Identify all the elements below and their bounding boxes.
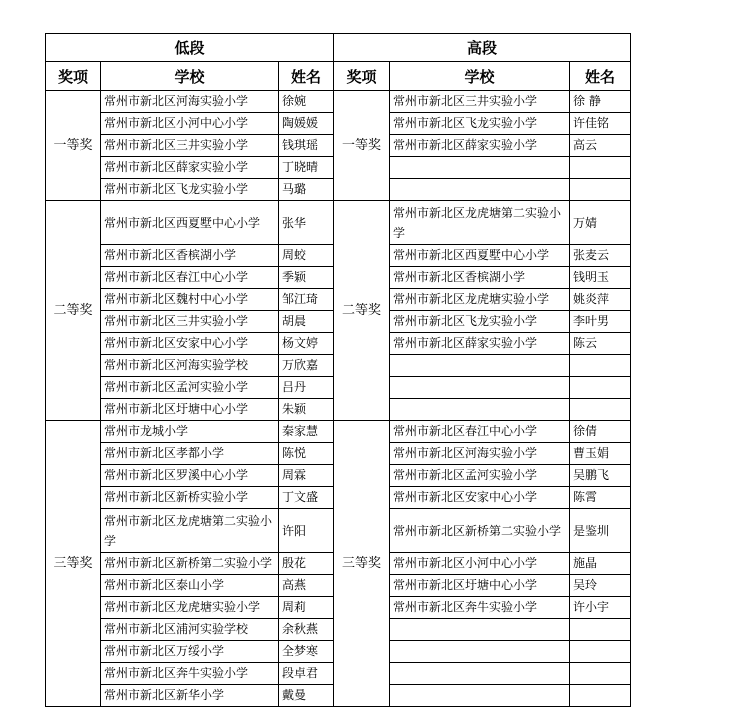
high-name-cell [570, 685, 631, 707]
high-first-award-label: 一等奖 [334, 91, 390, 201]
low-name-cell: 陶媛媛 [279, 113, 334, 135]
low-school-cell: 常州市新北区小河中心小学 [101, 113, 279, 135]
low-name-cell: 殷花 [279, 553, 334, 575]
low-name-cell: 马璐 [279, 179, 334, 201]
table-row [46, 201, 631, 245]
low-school-cell: 常州市新北区孟河实验小学 [101, 377, 279, 399]
low-school-cell: 常州市新北区龙虎塘第二实验小学 [101, 509, 279, 553]
low-school-cell: 常州市新北区圩塘中心小学 [101, 399, 279, 421]
low-name-cell: 万欣嘉 [279, 355, 334, 377]
low-name-cell: 杨文婷 [279, 333, 334, 355]
high-name-cell: 吴鹏飞 [570, 465, 631, 487]
low-school-cell: 常州市新北区新桥第二实验小学 [101, 553, 279, 575]
low-name-cell: 吕丹 [279, 377, 334, 399]
low-section-title: 低段 [46, 34, 334, 62]
low-name-cell: 周霖 [279, 465, 334, 487]
high-name-cell: 施晶 [570, 553, 631, 575]
high-name-cell: 陈霄 [570, 487, 631, 509]
high-name-cell: 陈云 [570, 333, 631, 355]
low-name-cell: 陈悦 [279, 443, 334, 465]
low-school-cell: 常州市新北区新华小学 [101, 685, 279, 707]
high-school-cell [390, 663, 570, 685]
high-name-cell: 张麦云 [570, 245, 631, 267]
low-name-cell: 邹江琦 [279, 289, 334, 311]
high-name-cell [570, 377, 631, 399]
low-school-cell: 常州市新北区飞龙实验小学 [101, 179, 279, 201]
high-school-cell: 常州市新北区孟河实验小学 [390, 465, 570, 487]
low-name-header: 姓名 [279, 62, 334, 91]
low-name-cell: 高燕 [279, 575, 334, 597]
low-name-cell: 余秋燕 [279, 619, 334, 641]
low-school-cell: 常州市新北区西夏墅中心小学 [101, 201, 279, 245]
high-name-cell [570, 399, 631, 421]
high-school-cell: 常州市新北区安家中心小学 [390, 487, 570, 509]
low-school-cell: 常州市新北区孝都小学 [101, 443, 279, 465]
high-name-cell: 徐 静 [570, 91, 631, 113]
low-school-cell: 常州市新北区三井实验小学 [101, 135, 279, 157]
high-name-cell: 万婧 [570, 201, 631, 245]
high-name-cell [570, 663, 631, 685]
low-name-cell: 周莉 [279, 597, 334, 619]
award-table [45, 33, 631, 707]
low-school-cell: 常州市新北区河海实验小学 [101, 91, 279, 113]
high-name-header: 姓名 [570, 62, 631, 91]
high-name-cell: 曹玉娟 [570, 443, 631, 465]
high-name-cell: 许佳铭 [570, 113, 631, 135]
high-section-title: 高段 [334, 34, 631, 62]
low-name-cell: 秦家慧 [279, 421, 334, 443]
high-name-cell: 徐倩 [570, 421, 631, 443]
high-school-cell: 常州市新北区龙虎塘实验小学 [390, 289, 570, 311]
low-third-award-label: 三等奖 [46, 421, 101, 707]
low-name-cell: 许阳 [279, 509, 334, 553]
high-name-cell: 是鉴圳 [570, 509, 631, 553]
high-school-cell: 常州市新北区三井实验小学 [390, 91, 570, 113]
low-school-cell: 常州市新北区新桥实验小学 [101, 487, 279, 509]
low-school-cell: 常州市新北区三井实验小学 [101, 311, 279, 333]
high-name-cell [570, 641, 631, 663]
high-name-cell: 吴玲 [570, 575, 631, 597]
high-school-cell [390, 377, 570, 399]
low-name-cell: 季颖 [279, 267, 334, 289]
high-school-cell: 常州市新北区龙虎塘第二实验小学 [390, 201, 570, 245]
high-school-header: 学校 [390, 62, 570, 91]
high-school-cell: 常州市新北区春江中心小学 [390, 421, 570, 443]
high-school-cell: 常州市新北区圩塘中心小学 [390, 575, 570, 597]
high-school-cell: 常州市新北区香槟湖小学 [390, 267, 570, 289]
low-school-cell: 常州市新北区魏村中心小学 [101, 289, 279, 311]
high-school-cell [390, 399, 570, 421]
low-name-cell: 周蛟 [279, 245, 334, 267]
high-name-cell: 姚炎萍 [570, 289, 631, 311]
low-school-cell: 常州市新北区香槟湖小学 [101, 245, 279, 267]
low-name-cell: 朱颖 [279, 399, 334, 421]
high-school-cell: 常州市新北区小河中心小学 [390, 553, 570, 575]
low-school-cell: 常州市新北区泰山小学 [101, 575, 279, 597]
high-name-cell [570, 179, 631, 201]
low-school-cell: 常州市新北区龙虎塘实验小学 [101, 597, 279, 619]
low-school-cell: 常州市新北区奔牛实验小学 [101, 663, 279, 685]
high-third-award-label: 三等奖 [334, 421, 390, 707]
low-school-cell: 常州市新北区万绥小学 [101, 641, 279, 663]
high-school-cell: 常州市新北区飞龙实验小学 [390, 311, 570, 333]
low-name-cell: 丁文盛 [279, 487, 334, 509]
section-header-row [46, 34, 631, 62]
low-second-award-label: 二等奖 [46, 201, 101, 421]
low-school-cell: 常州市新北区薛家实验小学 [101, 157, 279, 179]
high-school-cell [390, 157, 570, 179]
low-name-cell: 胡晨 [279, 311, 334, 333]
high-second-award-label: 二等奖 [334, 201, 390, 421]
low-school-cell: 常州市龙城小学 [101, 421, 279, 443]
low-name-cell: 丁晓晴 [279, 157, 334, 179]
high-school-cell: 常州市新北区西夏墅中心小学 [390, 245, 570, 267]
high-school-cell [390, 179, 570, 201]
high-name-cell: 高云 [570, 135, 631, 157]
low-first-award-label: 一等奖 [46, 91, 101, 201]
high-school-cell [390, 619, 570, 641]
low-school-cell: 常州市新北区浦河实验学校 [101, 619, 279, 641]
low-name-cell: 戴曼 [279, 685, 334, 707]
high-award-header: 奖项 [334, 62, 390, 91]
low-name-cell: 段卓君 [279, 663, 334, 685]
high-name-cell [570, 355, 631, 377]
high-name-cell: 李叶男 [570, 311, 631, 333]
low-name-cell: 全梦寒 [279, 641, 334, 663]
table-row [46, 91, 631, 113]
high-name-cell [570, 157, 631, 179]
high-school-cell: 常州市新北区薛家实验小学 [390, 333, 570, 355]
low-school-header: 学校 [101, 62, 279, 91]
high-name-cell: 许小宇 [570, 597, 631, 619]
high-school-cell: 常州市新北区河海实验小学 [390, 443, 570, 465]
high-school-cell: 常州市新北区奔牛实验小学 [390, 597, 570, 619]
high-school-cell: 常州市新北区新桥第二实验小学 [390, 509, 570, 553]
low-school-cell: 常州市新北区春江中心小学 [101, 267, 279, 289]
high-school-cell [390, 641, 570, 663]
low-award-header: 奖项 [46, 62, 101, 91]
high-name-cell: 钱明玉 [570, 267, 631, 289]
low-name-cell: 徐婉 [279, 91, 334, 113]
high-school-cell: 常州市新北区飞龙实验小学 [390, 113, 570, 135]
low-school-cell: 常州市新北区罗溪中心小学 [101, 465, 279, 487]
low-school-cell: 常州市新北区安家中心小学 [101, 333, 279, 355]
low-school-cell: 常州市新北区河海实验学校 [101, 355, 279, 377]
column-header-row [46, 62, 631, 91]
high-school-cell [390, 355, 570, 377]
low-name-cell: 张华 [279, 201, 334, 245]
high-school-cell [390, 685, 570, 707]
low-name-cell: 钱琪瑶 [279, 135, 334, 157]
high-school-cell: 常州市新北区薛家实验小学 [390, 135, 570, 157]
high-name-cell [570, 619, 631, 641]
table-row [46, 421, 631, 443]
